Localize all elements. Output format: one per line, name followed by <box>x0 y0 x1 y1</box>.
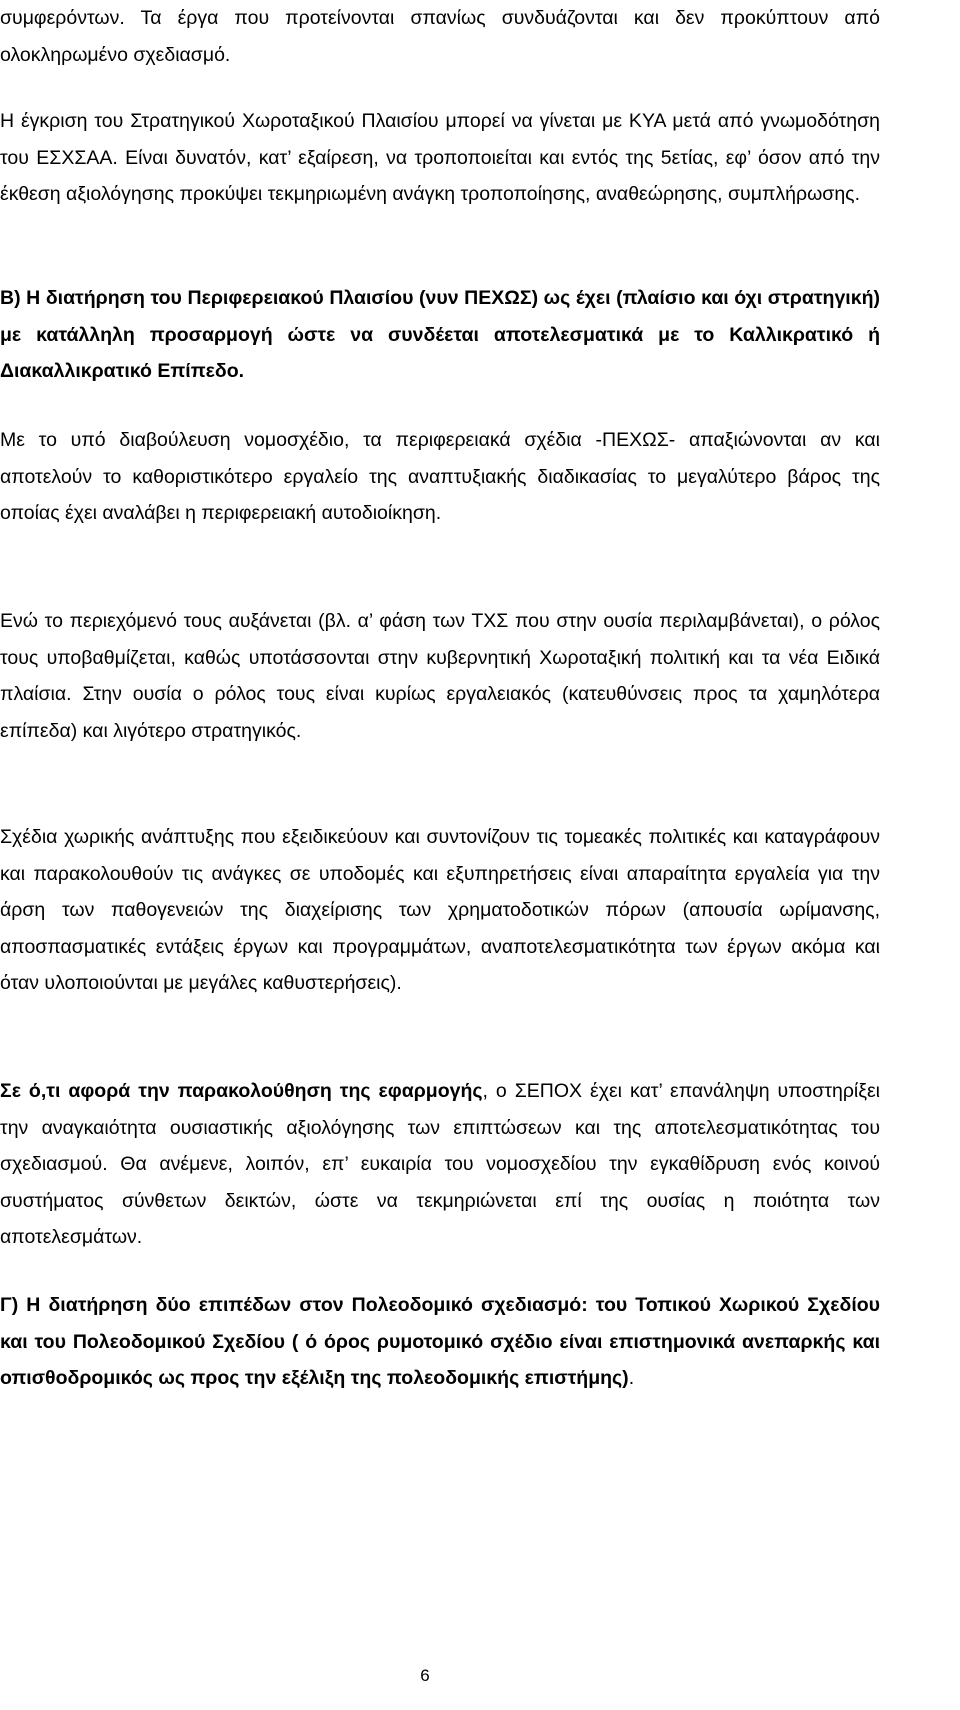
heading-section-c <box>0 1287 880 1397</box>
paragraph-2: Η έγκριση του Στρατηγικού Χωροταξικού Πλαισίου μπορεί να γίνεται με ΚΥΑ μετά από γνωμοδότηση του ΕΣΧΣΑΑ. Είναι δυνατόν, κατ’ εξαίρεση, να τροποποιείται και εντός της 5ετίας, εφ’ όσον από την έκθεση αξιολόγησης προκύψει τεκμηριωμένη ανάγκη τροποποίησης, αναθεώρησης, συμπλήρωσης. <box>0 110 880 205</box>
heading-section-b: Β) Η διατήρηση του Περιφερειακού Πλαισίου (νυν ΠΕΧΩΣ) ως έχει (πλαίσιο και όχι στρατηγική) με κατάλληλη προσαρμογή ώστε να συνδέεται αποτελεσματικά με το Καλλικρατικό ή Διακαλλικρατικό Επίπεδο. <box>0 287 880 382</box>
page-number: 6 <box>420 1666 430 1685</box>
paragraph-1: συμφερόντων. Τα έργα που προτείνονται σπανίως συνδυάζονται και δεν προκύπτουν από ολοκληρωμένο σχεδιασμό. <box>0 7 880 66</box>
heading-section-c-period: . <box>628 1367 635 1389</box>
paragraph-6: Σχέδια χωρικής ανάπτυξης που εξειδικεύουν και συντονίζουν τις τομεακές πολιτικές και καταγράφουν και παρακολουθούν τις ανάγκες σε υποδομές και εξυπηρετήσεις είναι απαραίτητα εργαλεία για την άρση των παθογενειών της διαχείρισης των χρηματοδοτικών πόρων (απουσία ωρίμανσης, αποσπασματικές εντάξεις έργων και προγραμμάτων, αναποτελεσματικότητα των έργων ακόμα και όταν υλοποιούνται με μεγάλες καθυστερήσεις). <box>0 826 880 994</box>
paragraph-7 <box>0 1073 880 1256</box>
paragraph-7-text: , ο ΣΕΠΟΧ έχει κατ’ επανάληψη υποστηρίξει την αναγκαιότητα ουσιαστικής αξιολόγησης των επιπτώσεων και της αποτελεσματικότητας του σχεδιασμού. Θα ανέμενε, λοιπόν, επ’ ευκαιρία του νομοσχεδίου την εγκαθίδρυση ενός κοινού συστήματος σύνθετων δεικτών, ώστε να τεκμηριώνεται επί της ουσίας η ποιότητα των αποτελεσμάτων. <box>0 1080 880 1248</box>
paragraph-7-bold-lead: Σε ό,τι αφορά την παρακολούθηση της εφαρμογής <box>0 1080 483 1102</box>
paragraph-4: Με το υπό διαβούλευση νομοσχέδιο, τα περιφερειακά σχέδια -ΠΕΧΩΣ- απαξιώνονται αν και αποτελούν το καθοριστικότερο εργαλείο της αναπτυξιακής διαδικασίας το μεγαλύτερο βάρος της οποίας έχει αναλάβει η περιφερειακή αυτοδιοίκηση. <box>0 429 880 524</box>
paragraph-5: Ενώ το περιεχόμενό τους αυξάνεται (βλ. α’ φάση των ΤΧΣ που στην ουσία περιλαμβάνεται), ο ρόλος τους υποβαθμίζεται, καθώς υποτάσσονται στην κυβερνητική Χωροταξική πολιτική και τα νέα Ειδικά πλαίσια. Στην ουσία ο ρόλος τους είναι κυρίως εργαλειακός (κατευθύνσεις προς τα χαμηλότερα επίπεδα) και λιγότερο στρατηγικός. <box>0 610 880 742</box>
heading-section-c-text: Γ) Η διατήρηση δύο επιπέδων στον Πολεοδομικό σχεδιασμό: του Τοπικού Χωρικού Σχεδίου και του Πολεοδομικού Σχεδίου ( ό όρος ρυμοτομικό σχέδιο είναι επιστημονικά ανεπαρκής και οπισθοδρομικός ως προς την εξέλιξη της πολεοδομικής επιστήμης) <box>0 1294 880 1389</box>
